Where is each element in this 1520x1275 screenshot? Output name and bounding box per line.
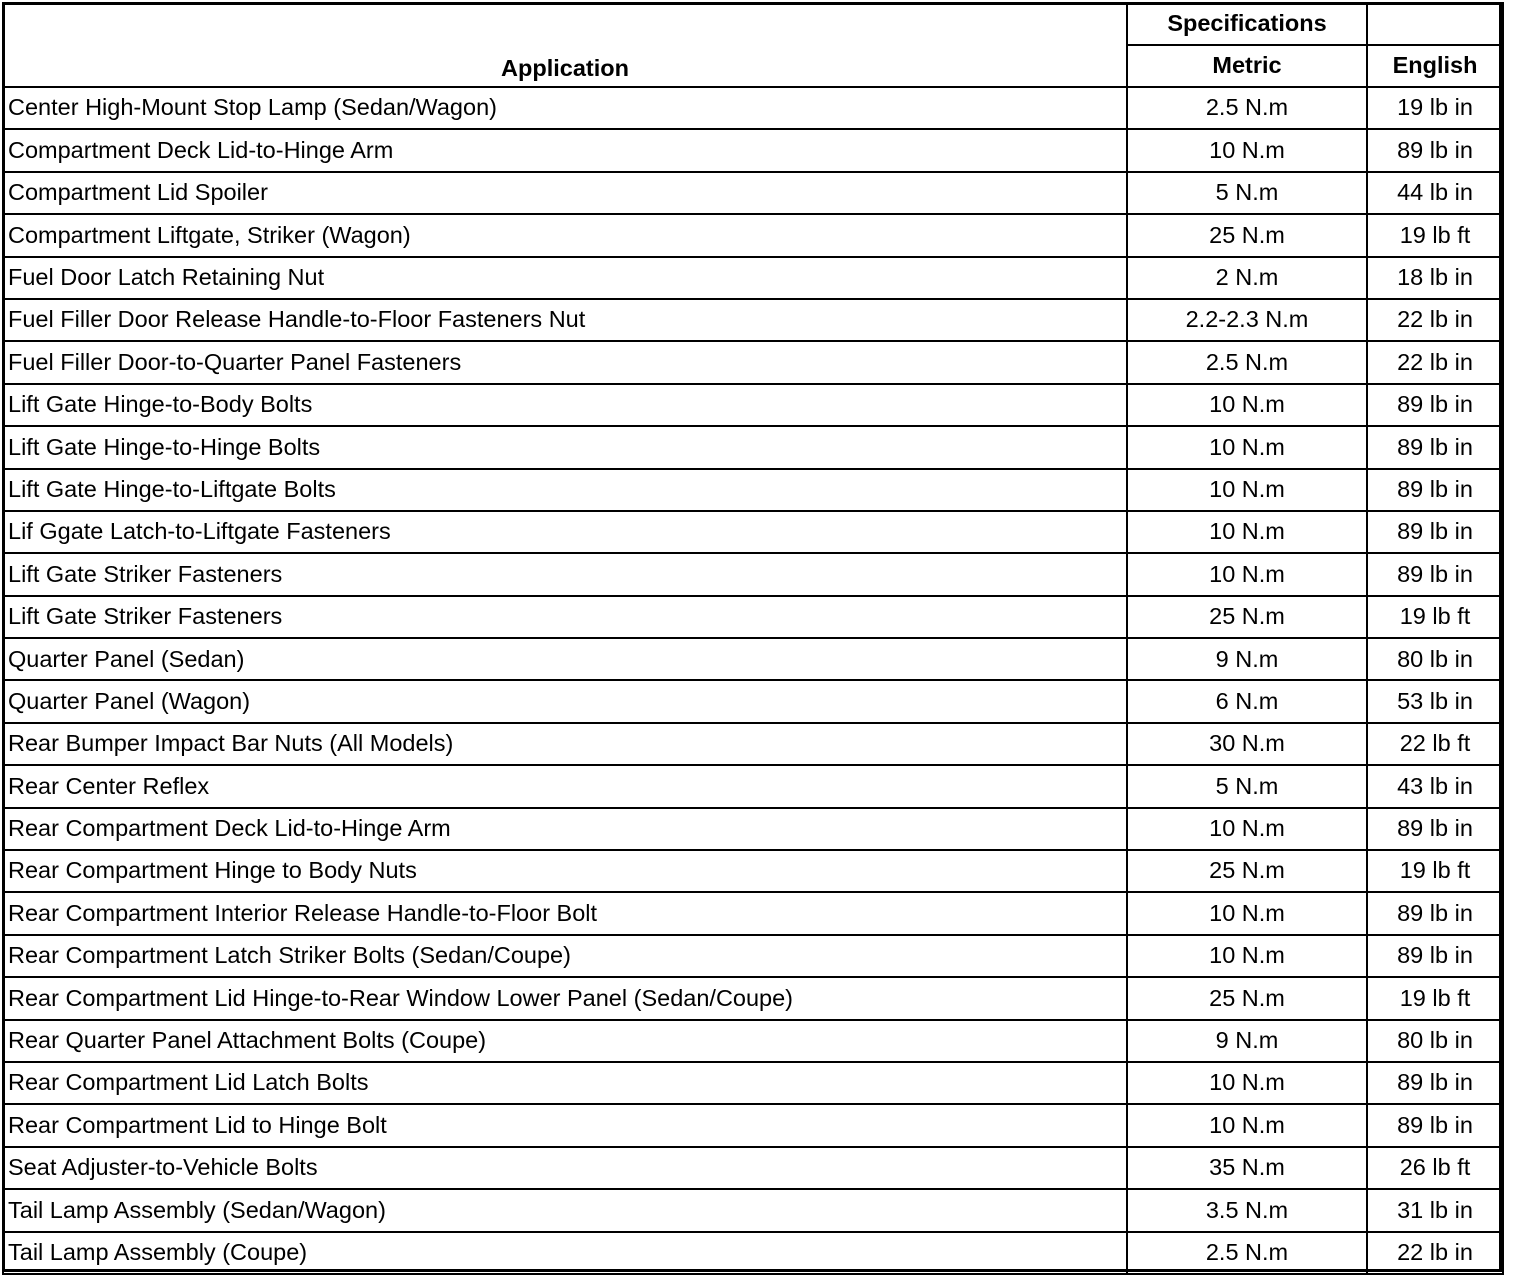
application-cell: Compartment Lid Spoiler	[3, 172, 1127, 214]
metric-column-header: Metric	[1127, 45, 1367, 87]
metric-cell: 2.5 N.m	[1127, 1232, 1367, 1274]
application-cell: Lif Ggate Latch-to-Liftgate Fasteners	[3, 511, 1127, 553]
application-cell: Tail Lamp Assembly (Sedan/Wagon)	[3, 1189, 1127, 1231]
metric-cell: 2.5 N.m	[1127, 87, 1367, 129]
table-outer-border	[2, 2, 1502, 1272]
metric-cell: 9 N.m	[1127, 1020, 1367, 1062]
application-cell: Fuel Filler Door Release Handle-to-Floor Fasteners Nut	[3, 299, 1127, 341]
metric-cell: 10 N.m	[1127, 384, 1367, 426]
metric-cell: 25 N.m	[1127, 596, 1367, 638]
application-cell: Rear Compartment Hinge to Body Nuts	[3, 850, 1127, 892]
metric-cell: 35 N.m	[1127, 1147, 1367, 1189]
application-cell: Tail Lamp Assembly (Coupe)	[3, 1232, 1127, 1274]
metric-cell: 9 N.m	[1127, 638, 1367, 680]
application-cell: Rear Quarter Panel Attachment Bolts (Coupe)	[3, 1020, 1127, 1062]
english-cell: 18 lb in	[1367, 257, 1503, 299]
metric-cell: 5 N.m	[1127, 172, 1367, 214]
metric-cell: 10 N.m	[1127, 469, 1367, 511]
application-cell: Lift Gate Hinge-to-Liftgate Bolts	[3, 469, 1127, 511]
metric-cell: 30 N.m	[1127, 723, 1367, 765]
application-cell: Quarter Panel (Wagon)	[3, 680, 1127, 722]
application-cell: Lift Gate Hinge-to-Hinge Bolts	[3, 426, 1127, 468]
metric-cell: 3.5 N.m	[1127, 1189, 1367, 1231]
application-cell: Lift Gate Striker Fasteners	[3, 553, 1127, 595]
english-cell: 89 lb in	[1367, 1062, 1503, 1104]
english-cell: 22 lb in	[1367, 341, 1503, 383]
english-cell: 19 lb ft	[1367, 850, 1503, 892]
application-cell: Rear Compartment Deck Lid-to-Hinge Arm	[3, 808, 1127, 850]
english-cell: 53 lb in	[1367, 680, 1503, 722]
english-cell: 89 lb in	[1367, 935, 1503, 977]
application-cell: Seat Adjuster-to-Vehicle Bolts	[3, 1147, 1127, 1189]
metric-cell: 25 N.m	[1127, 214, 1367, 256]
english-cell: 89 lb in	[1367, 129, 1503, 171]
english-cell: 19 lb ft	[1367, 977, 1503, 1019]
english-cell: 89 lb in	[1367, 469, 1503, 511]
metric-cell: 6 N.m	[1127, 680, 1367, 722]
application-cell: Fuel Door Latch Retaining Nut	[3, 257, 1127, 299]
english-cell: 89 lb in	[1367, 553, 1503, 595]
application-cell: Rear Center Reflex	[3, 765, 1127, 807]
application-cell: Compartment Deck Lid-to-Hinge Arm	[3, 129, 1127, 171]
metric-cell: 10 N.m	[1127, 808, 1367, 850]
english-cell: 31 lb in	[1367, 1189, 1503, 1231]
metric-cell: 10 N.m	[1127, 553, 1367, 595]
metric-cell: 10 N.m	[1127, 426, 1367, 468]
application-column-header: Application	[3, 3, 1127, 87]
application-cell: Compartment Liftgate, Striker (Wagon)	[3, 214, 1127, 256]
metric-cell: 10 N.m	[1127, 1062, 1367, 1104]
english-cell: 19 lb ft	[1367, 596, 1503, 638]
english-cell: 89 lb in	[1367, 384, 1503, 426]
application-cell: Rear Bumper Impact Bar Nuts (All Models)	[3, 723, 1127, 765]
application-cell: Lift Gate Hinge-to-Body Bolts	[3, 384, 1127, 426]
english-column-header: English	[1367, 45, 1503, 87]
metric-cell: 2 N.m	[1127, 257, 1367, 299]
specifications-group-header: Specifications	[1127, 3, 1367, 45]
metric-cell: 2.2-2.3 N.m	[1127, 299, 1367, 341]
application-cell: Rear Compartment Lid to Hinge Bolt	[3, 1104, 1127, 1146]
application-cell: Lift Gate Striker Fasteners	[3, 596, 1127, 638]
english-cell: 22 lb ft	[1367, 723, 1503, 765]
metric-cell: 10 N.m	[1127, 511, 1367, 553]
english-cell: 43 lb in	[1367, 765, 1503, 807]
metric-cell: 10 N.m	[1127, 129, 1367, 171]
application-cell: Fuel Filler Door-to-Quarter Panel Fasteners	[3, 341, 1127, 383]
application-cell: Rear Compartment Interior Release Handle-to-Floor Bolt	[3, 892, 1127, 934]
metric-cell: 5 N.m	[1127, 765, 1367, 807]
application-cell: Quarter Panel (Sedan)	[3, 638, 1127, 680]
english-cell: 89 lb in	[1367, 808, 1503, 850]
metric-cell: 10 N.m	[1127, 935, 1367, 977]
english-cell: 22 lb in	[1367, 1232, 1503, 1274]
english-cell: 89 lb in	[1367, 1104, 1503, 1146]
application-cell: Rear Compartment Latch Striker Bolts (Sedan/Coupe)	[3, 935, 1127, 977]
english-cell: 89 lb in	[1367, 426, 1503, 468]
english-cell: 80 lb in	[1367, 1020, 1503, 1062]
english-cell: 22 lb in	[1367, 299, 1503, 341]
english-cell: 89 lb in	[1367, 892, 1503, 934]
application-cell: Rear Compartment Lid Latch Bolts	[3, 1062, 1127, 1104]
english-cell: 44 lb in	[1367, 172, 1503, 214]
english-cell: 26 lb ft	[1367, 1147, 1503, 1189]
english-cell: 19 lb ft	[1367, 214, 1503, 256]
metric-cell: 25 N.m	[1127, 977, 1367, 1019]
application-cell: Center High-Mount Stop Lamp (Sedan/Wagon)	[3, 87, 1127, 129]
metric-cell: 10 N.m	[1127, 1104, 1367, 1146]
metric-cell: 10 N.m	[1127, 892, 1367, 934]
english-cell: 80 lb in	[1367, 638, 1503, 680]
application-cell: Rear Compartment Lid Hinge-to-Rear Window Lower Panel (Sedan/Coupe)	[3, 977, 1127, 1019]
metric-cell: 2.5 N.m	[1127, 341, 1367, 383]
english-cell: 89 lb in	[1367, 511, 1503, 553]
metric-cell: 25 N.m	[1127, 850, 1367, 892]
english-cell: 19 lb in	[1367, 87, 1503, 129]
